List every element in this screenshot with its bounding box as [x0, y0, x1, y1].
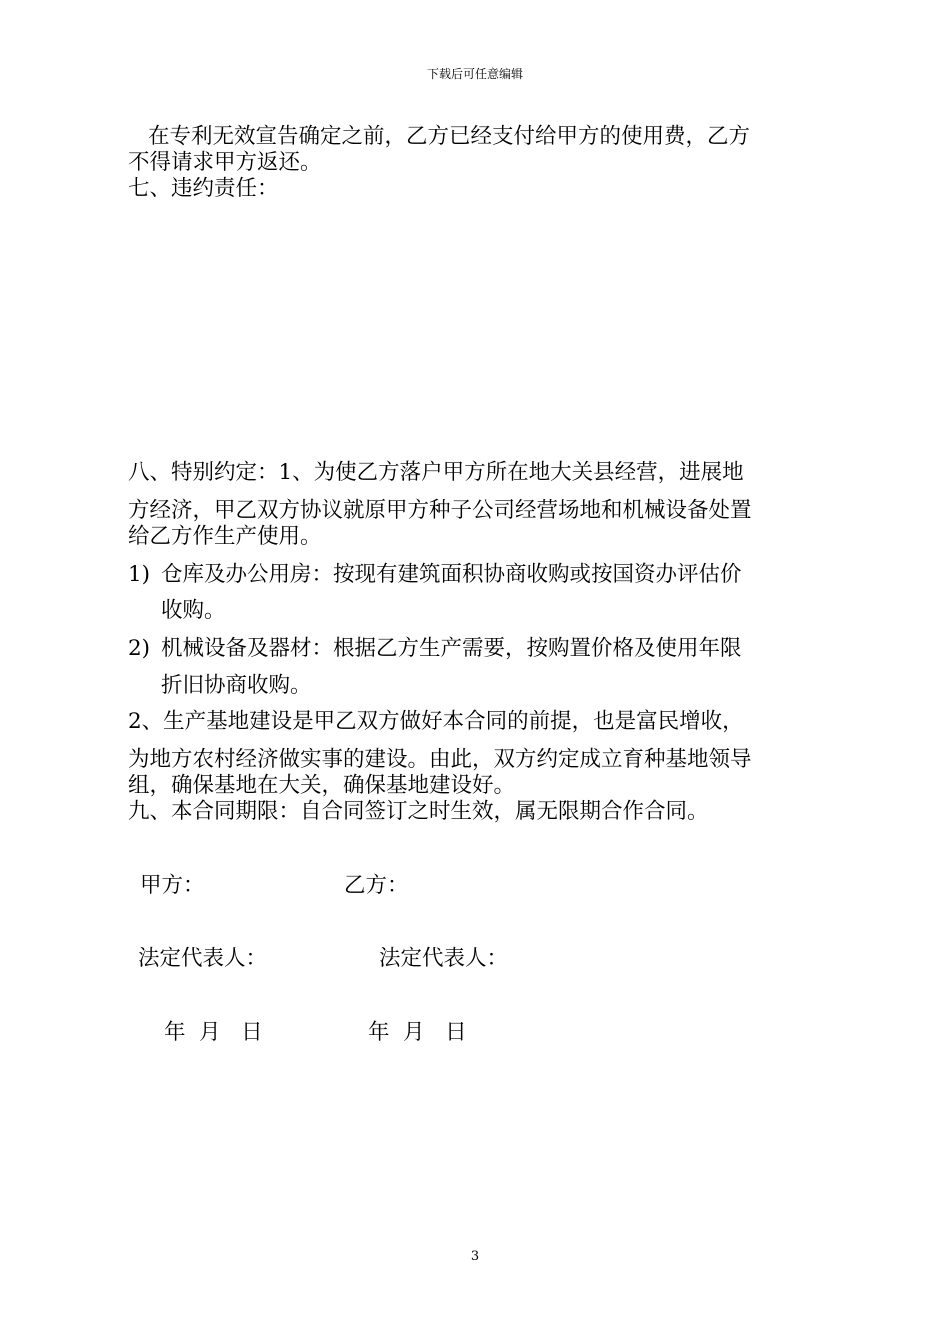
section-8-line: 八、特别约定：1、为使乙方落户甲方所在地大关县经营，进展地 — [128, 460, 744, 485]
page-number: 3 — [470, 1249, 480, 1264]
list-item-number: 2) — [128, 636, 151, 661]
party-b-representative-label: 法定代表人： — [379, 946, 509, 971]
party-a-representative-label: 法定代表人： — [138, 946, 268, 971]
section-8-line: 方经济，甲乙双方协议就原甲方种子公司经营场地和机械设备处置 — [128, 498, 752, 523]
section-heading-7: 七、违约责任： — [128, 176, 279, 201]
page-header-note: 下载后可任意编辑 — [426, 67, 523, 81]
list-item-number: 1) — [128, 562, 151, 587]
section-8b-line: 组，确保基地在大关，确保基地建设好。 — [128, 773, 516, 798]
section-8-line: 给乙方作生产使用。 — [128, 524, 322, 549]
section-8b-line: 2、生产基地建设是甲乙双方做好本合同的前提，也是富民增收， — [128, 709, 744, 734]
paragraph-line: 在专利无效宣告确定之前，乙方已经支付给甲方的使用费，乙方 — [148, 124, 751, 149]
section-heading-9: 九、本合同期限：自合同签订之时生效，属无限期合作合同。 — [128, 799, 709, 824]
paragraph-line: 不得请求甲方返还。 — [128, 150, 322, 175]
party-a-label: 甲方： — [140, 873, 205, 898]
list-item-text: 收购。 — [161, 598, 226, 623]
party-b-label: 乙方： — [344, 873, 409, 898]
section-8b-line: 为地方农村经济做实事的建设。由此，双方约定成立育种基地领导 — [128, 747, 752, 772]
party-b-date: 年 月 日 — [368, 1020, 467, 1045]
list-item-text: 折旧协商收购。 — [161, 673, 312, 698]
list-item-text: 机械设备及器材：根据乙方生产需要，按购置价格及使用年限 — [161, 636, 742, 661]
party-a-date: 年 月 日 — [164, 1020, 263, 1045]
list-item-text: 仓库及办公用房：按现有建筑面积协商收购或按国资办评估价 — [161, 562, 742, 587]
